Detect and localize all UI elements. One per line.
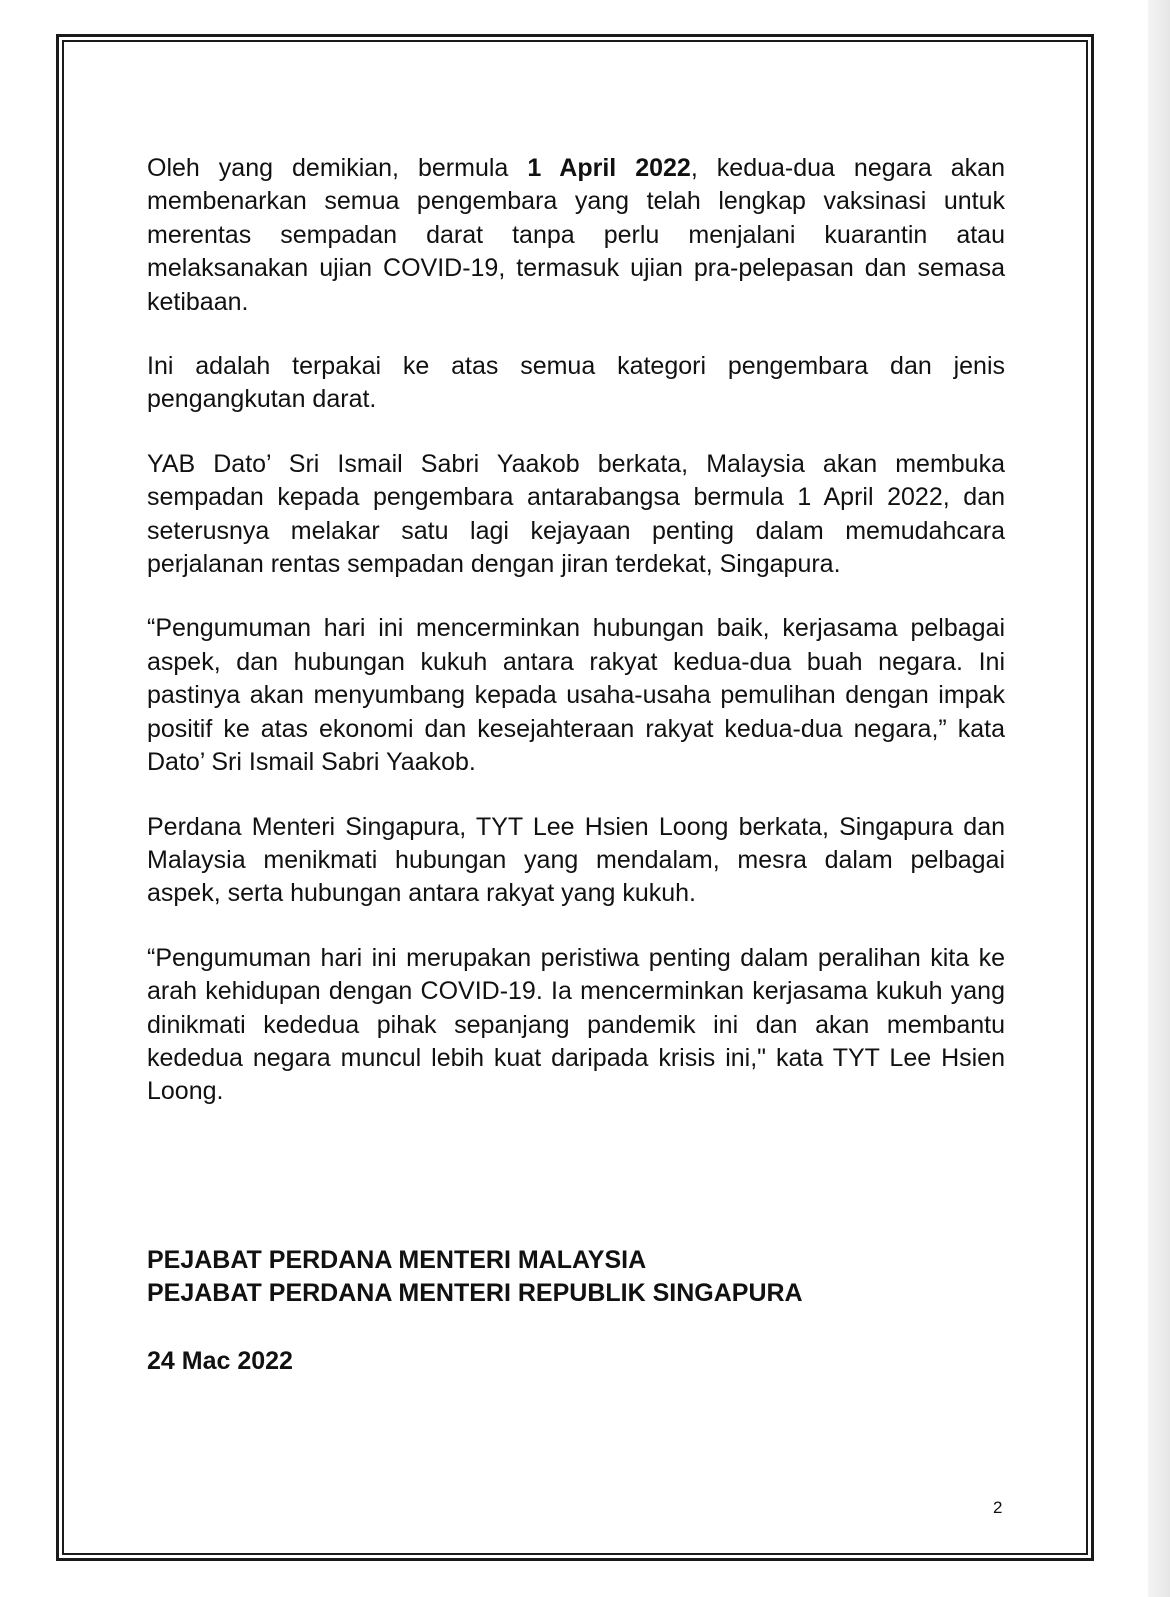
- signature-block: [147, 1244, 803, 1310]
- signature-line-singapore: PEJABAT PERDANA MENTERI REPUBLIK SINGAPURA: [147, 1279, 803, 1307]
- page-edge-shadow: [1148, 0, 1170, 1597]
- signature-line-malaysia: PEJABAT PERDANA MENTERI MALAYSIA: [147, 1246, 647, 1274]
- paragraph-1-text-end: , kedua-dua negara akan membenarkan semua pengembara yang telah lengkap vaksinasi untuk merentas sempadan darat tanpa perlu menjalani kuarantin atau melaksanakan ujian COVID-19, termasuk ujian pra-pelepasan dan semasa ketibaan.: [147, 154, 1005, 316]
- paragraph-4-quote: “Pengumuman hari ini mencerminkan hubungan baik, kerjasama pelbagai aspek, dan hubungan kukuh antara rakyat kedua-dua buah negara. Ini pastinya akan menyumbang kepada usaha-usaha pemulihan dengan impak positif ke atas ekonomi dan kesejahteraan rakyat kedua-dua negara,” kata Dato’ Sri Ismail Sabri Yaakob.: [147, 614, 1005, 777]
- document-date: 24 Mac 2022: [147, 1347, 293, 1375]
- paragraph-1: [147, 152, 1005, 319]
- paragraph-1-text-start: Oleh yang demikian, bermula: [147, 154, 528, 182]
- paragraph-3: YAB Dato’ Sri Ismail Sabri Yaakob berkata, Malaysia akan membuka sempadan kepada pengembara antarabangsa bermula 1 April 2022, dan seterusnya melakar satu lagi kejayaan penting dalam memudahcara perjalanan rentas sempadan dengan jiran terdekat, Singapura.: [147, 449, 1005, 579]
- paragraph-5: Perdana Menteri Singapura, TYT Lee Hsien Loong berkata, Singapura dan Malaysia menikmati hubungan yang mendalam, mesra dalam pelbagai aspek, serta hubungan antara rakyat yang kukuh.: [147, 812, 1005, 908]
- document-body: [147, 152, 1005, 1140]
- paragraph-1-bold-date: 1 April 2022: [527, 154, 691, 182]
- paragraph-2: Ini adalah terpakai ke atas semua kategori pengembara dan jenis pengangkutan darat.: [147, 352, 1005, 414]
- page-number: 2: [993, 1498, 1003, 1517]
- paragraph-6-quote: “Pengumuman hari ini merupakan peristiwa penting dalam peralihan kita ke arah kehidupan dengan COVID-19. Ia mencerminkan kerjasama kukuh yang dinikmati kededua pihak sepanjang pandemik ini dan akan membantu kededua negara muncul lebih kuat daripada krisis ini," kata TYT Lee Hsien Loong.: [147, 943, 1005, 1106]
